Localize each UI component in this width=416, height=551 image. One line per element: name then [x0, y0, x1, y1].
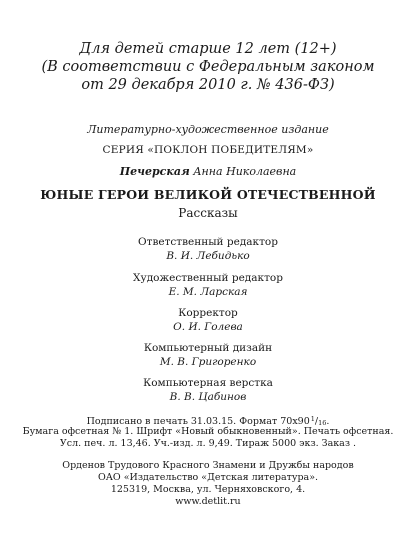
credit-role-5: Компьютерная верстка: [143, 377, 273, 389]
genre: Рассказы: [178, 206, 238, 220]
publisher-line-2: ОАО «Издательство «Детская литература».: [97, 472, 319, 483]
author-last-name: Печерская: [119, 165, 190, 178]
edition-type: Литературно-художественное издание: [87, 123, 329, 136]
credit-name-2: Е. М. Ларская: [168, 286, 248, 298]
credit-name-1: В. И. Лебидько: [166, 250, 250, 262]
credit-role-4: Компьютерный дизайн: [143, 342, 273, 354]
series-name: СЕРИЯ «ПОКЛОН ПОБЕДИТЕЛЯМ»: [102, 144, 314, 156]
credit-role-1: Ответственный редактор: [138, 236, 278, 248]
age-notice-line-1: Для детей старше 12 лет (12+): [79, 41, 337, 57]
credit-name-3: О. И. Голева: [173, 321, 243, 333]
print-info-line-1: Подписано в печать 31.03.15. Формат 70x90 $^1/_{16}$.: [86, 415, 330, 427]
book-title: ЮНЫЕ ГЕРОИ ВЕЛИКОЙ ОТЕЧЕСТВЕННОЙ: [40, 187, 376, 202]
age-notice-line-3: от 29 декабря 2010 г. № 436-ФЗ): [81, 77, 335, 93]
age-notice-line-2: (В соответствии с Федеральным законом: [41, 59, 375, 75]
author-first-names: Анна Николаевна: [193, 165, 297, 178]
print-info-format: Подписано в печать 31.03.15. Формат 70x90: [86, 416, 310, 427]
credit-name-5: В. В. Цабинов: [169, 391, 247, 403]
print-info-line-3: Усл. печ. л. 13,46. Уч.-изд. л. 9,49. Тираж 5000 экз. Заказ .: [59, 438, 357, 449]
format-fraction-bottom: 16: [318, 419, 327, 427]
credit-role-2: Художественный редактор: [133, 272, 283, 284]
print-info-line-2: Бумага офсетная № 1. Шрифт «Новый обыкновенный». Печать офсетная.: [22, 426, 394, 437]
publisher-website: www.detlit.ru: [175, 496, 241, 507]
credit-name-4: М. В. Григоренко: [159, 356, 257, 368]
publisher-line-1: Орденов Трудового Красного Знамени и Дружбы народов: [62, 460, 354, 471]
author-line: [0, 165, 416, 178]
print-info-format-suffix: .: [326, 416, 330, 427]
credit-role-3: Корректор: [178, 307, 238, 319]
publisher-line-3: 125319, Москва, ул. Черняховского, 4.: [110, 484, 306, 495]
format-fraction-top: 1: [310, 415, 315, 423]
